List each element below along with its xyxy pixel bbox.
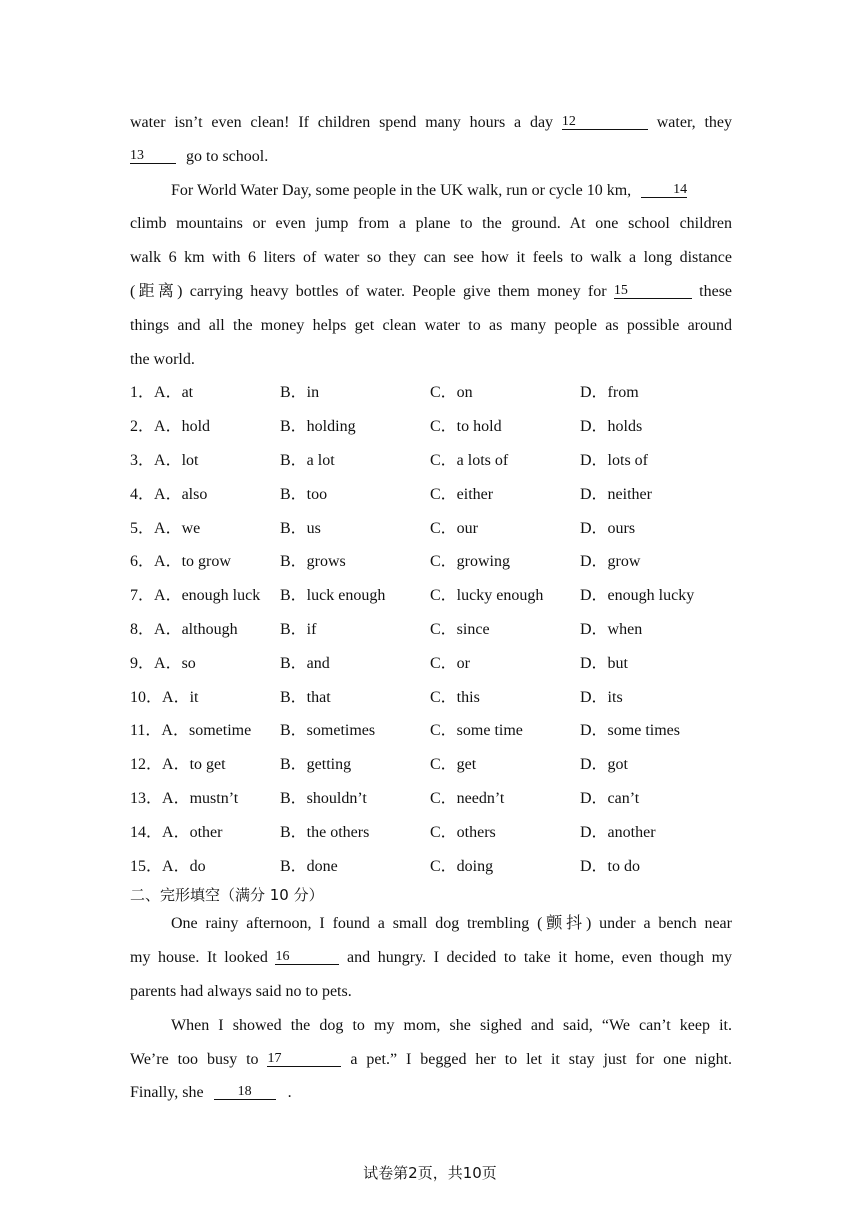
option-c: C．on [430, 384, 473, 402]
blank-12: 12 [562, 115, 648, 130]
blank-13: 13 [130, 149, 176, 164]
passage-line: One rainy afternoon, I found a small dog trembling (颤抖) under a bench near [171, 915, 732, 933]
question-number: 9． [130, 654, 155, 672]
option-b: B．and [280, 654, 330, 672]
option-a: A．sometime [161, 722, 252, 740]
option-c: C．our [430, 519, 479, 537]
option-a: A．at [154, 384, 194, 402]
option-a: A．mustn’t [162, 789, 239, 807]
question-number: 14． [130, 823, 163, 841]
question-number-and-option-a [130, 850, 280, 884]
option-c: C．some time [430, 722, 523, 740]
option-b: B．that [280, 688, 331, 706]
question-number-and-option-a [130, 545, 280, 579]
question-number: 13． [130, 789, 163, 807]
option-c: C．since [430, 620, 490, 638]
options-list [130, 376, 732, 883]
option-d: D．when [580, 620, 643, 638]
passage-text: For World Water Day, some people in the UK walk, run or cycle 10 km, [171, 181, 632, 199]
passage-text: Finally, she [130, 1084, 204, 1102]
passage-line: walk 6 km with 6 liters of water so they can see how it feels to walk a long distance [130, 249, 732, 267]
option-b: B．the others [280, 823, 370, 841]
passage-line [130, 1076, 732, 1110]
option-a: A．it [162, 688, 199, 706]
option-b: B．shouldn’t [280, 789, 367, 807]
option-a: A．hold [154, 418, 211, 436]
passage-line [130, 106, 732, 140]
option-a: A．lot [154, 451, 199, 469]
option-c: C．a lots of [430, 451, 509, 469]
option-a: A．to grow [154, 553, 231, 571]
option-d: D．to do [580, 857, 641, 875]
option-c: C．this [430, 688, 480, 706]
option-a: A．also [154, 485, 208, 503]
option-c: C．others [430, 823, 496, 841]
passage-text: . [287, 1084, 292, 1102]
option-b: B．luck enough [280, 587, 386, 605]
option-b: B．getting [280, 756, 352, 774]
passage-text: my house. It looked [130, 949, 268, 967]
option-d: D．can’t [580, 789, 640, 807]
option-c: C．needn’t [430, 789, 505, 807]
option-c: C．lucky enough [430, 587, 544, 605]
exam-page [130, 106, 732, 1110]
question-number: 8． [130, 620, 155, 638]
option-row [130, 613, 732, 647]
option-d: D．neither [580, 485, 652, 503]
option-d: D．its [580, 688, 623, 706]
option-d: D．holds [580, 418, 643, 436]
question-number-and-option-a [130, 579, 280, 613]
option-c: C．or [430, 654, 471, 672]
option-d: D．some times [580, 722, 680, 740]
passage-line: the world. [130, 350, 195, 368]
option-row [130, 647, 732, 681]
option-d: D．ours [580, 519, 636, 537]
blank-14: 14 [641, 183, 687, 198]
option-a: A．we [154, 519, 201, 537]
question-number: 5． [130, 519, 155, 537]
option-row [130, 545, 732, 579]
question-number: 7． [130, 587, 155, 605]
option-a: A．although [154, 620, 238, 638]
option-row [130, 478, 732, 512]
option-row [130, 714, 732, 748]
option-c: C．to hold [430, 418, 502, 436]
option-a: A．to get [162, 756, 226, 774]
question-number-and-option-a [130, 512, 280, 546]
option-a: A．enough luck [154, 587, 261, 605]
option-row [130, 512, 732, 546]
option-row [130, 782, 732, 816]
question-number-and-option-a [130, 444, 280, 478]
option-d: D．lots of [580, 451, 649, 469]
question-number-and-option-a [130, 376, 280, 410]
passage-text: (距离) carrying heavy bottles of water. People give them money for [130, 282, 607, 300]
passage-line [130, 174, 732, 208]
option-d: D．got [580, 756, 629, 774]
option-b: B．done [280, 857, 338, 875]
passage-line: climb mountains or even jump from a plane to the ground. At one school children [130, 215, 732, 233]
option-d: D．but [580, 654, 629, 672]
option-b: B．a lot [280, 451, 335, 469]
option-row [130, 444, 732, 478]
option-row [130, 748, 732, 782]
option-b: B．sometimes [280, 722, 376, 740]
option-a: A．other [162, 823, 223, 841]
passage-text: and hungry. I decided to take it home, even though my [347, 949, 733, 967]
option-a: A．so [154, 654, 196, 672]
question-number: 11． [130, 722, 162, 740]
page-footer: 试卷第2页，共10页 [363, 1164, 497, 1182]
blank-16: 16 [275, 950, 339, 965]
question-number: 3． [130, 451, 155, 469]
passage-line: things and all the money helps get clean water to as many people as possible around [130, 316, 732, 334]
option-b: B．if [280, 620, 317, 638]
option-c: C．get [430, 756, 477, 774]
question-number: 10． [130, 688, 163, 706]
question-number: 6． [130, 553, 155, 571]
passage-line: When I showed the dog to my mom, she sighed and said, “We can’t keep it. [171, 1016, 732, 1034]
blank-18: 18 [214, 1085, 276, 1100]
question-number-and-option-a [130, 816, 280, 850]
option-c: C．doing [430, 857, 494, 875]
option-row [130, 681, 732, 715]
option-row [130, 579, 732, 613]
option-d: D．another [580, 823, 656, 841]
blank-17: 17 [267, 1052, 341, 1067]
option-d: D．from [580, 384, 639, 402]
passage-line [130, 275, 732, 309]
option-b: B．too [280, 485, 328, 503]
question-number: 2． [130, 418, 155, 436]
option-b: B．holding [280, 418, 356, 436]
question-number-and-option-a [130, 681, 280, 715]
option-b: B．in [280, 384, 320, 402]
question-number: 4． [130, 485, 155, 503]
question-number: 12． [130, 756, 163, 774]
passage-text: go to school. [186, 147, 269, 165]
passage-text: water, they [656, 114, 733, 131]
passage-line [130, 140, 732, 174]
passage-text: these [699, 282, 733, 300]
passage-line [130, 941, 732, 975]
question-number: 1． [130, 384, 155, 402]
section-title: 二、完形填空（满分 10 分） [130, 886, 324, 905]
passage-text: water isn’t even clean! If children spend many hours a day [130, 114, 554, 131]
question-number: 15． [130, 857, 163, 875]
option-row [130, 850, 732, 884]
question-number-and-option-a [130, 748, 280, 782]
option-a: A．do [162, 857, 206, 875]
question-number-and-option-a [130, 782, 280, 816]
passage-text: We’re too busy to [130, 1050, 259, 1068]
option-row [130, 816, 732, 850]
question-number-and-option-a [130, 613, 280, 647]
option-d: D．enough lucky [580, 587, 695, 605]
question-number-and-option-a [130, 714, 280, 748]
option-b: B．us [280, 519, 321, 537]
question-number-and-option-a [130, 647, 280, 681]
option-row [130, 376, 732, 410]
passage-text: a pet.” I begged her to let it stay just for one night. [350, 1050, 733, 1068]
option-c: C．growing [430, 553, 511, 571]
question-number-and-option-a [130, 410, 280, 444]
blank-15: 15 [614, 284, 692, 299]
passage-line: parents had always said no to pets. [130, 982, 352, 1000]
option-d: D．grow [580, 553, 641, 571]
option-c: C．either [430, 485, 494, 503]
question-number-and-option-a [130, 478, 280, 512]
option-row [130, 410, 732, 444]
passage-line [130, 1043, 732, 1077]
option-b: B．grows [280, 553, 346, 571]
